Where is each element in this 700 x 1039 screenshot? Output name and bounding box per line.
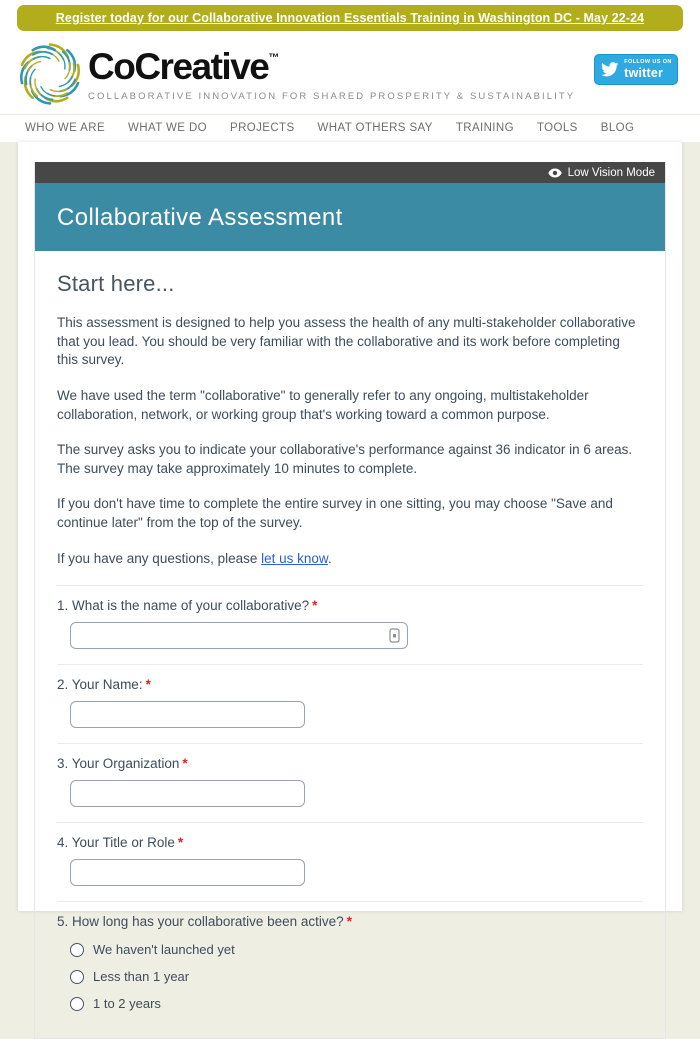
question-4-number: 4. [57, 835, 69, 851]
question-2 [57, 665, 643, 743]
your-organization-input[interactable] [70, 780, 305, 807]
question-3-number: 3. [57, 756, 69, 772]
contact-suffix: . [327, 550, 332, 566]
radio-button[interactable] [70, 997, 84, 1011]
twitter-follow-button[interactable] [594, 54, 678, 85]
radio-button[interactable] [70, 970, 84, 984]
question-4-label: 4. Your Title or Role * [57, 835, 184, 851]
nav-item-projects[interactable]: PROJECTS [230, 122, 295, 134]
eye-icon [548, 168, 562, 178]
radio-option-1-to-2-years[interactable]: 1 to 2 years [70, 996, 643, 1011]
required-asterisk: * [312, 598, 318, 614]
content-card [18, 142, 682, 1012]
required-asterisk: * [346, 914, 352, 930]
your-title-or-role-input[interactable] [70, 859, 305, 886]
question-3-label: 3. Your Organization * [57, 756, 188, 772]
question-3 [57, 744, 643, 822]
nav-item-training[interactable]: TRAINING [455, 122, 514, 134]
contact-paragraph [57, 550, 643, 569]
promo-banner[interactable] [17, 5, 683, 31]
brand-tagline: COLLABORATIVE INNOVATION FOR SHARED PROSPERITY & SUSTAINABILITY [88, 91, 576, 102]
radio-option-less-than-1-year[interactable]: Less than 1 year [70, 969, 643, 984]
required-asterisk: * [182, 756, 188, 772]
question-1 [57, 586, 643, 664]
trademark-symbol: ™ [268, 52, 280, 64]
question-5-label: 5. How long has your collaborative been active? * [57, 914, 352, 930]
brand-text-block [88, 42, 575, 102]
brand-logo-link[interactable] [18, 42, 576, 106]
radio-button[interactable] [70, 943, 84, 957]
intro-heading: Start here... [57, 271, 175, 296]
question-5 [57, 902, 643, 1038]
nav-item-who-we-are[interactable]: WHO WE ARE [25, 122, 106, 134]
low-vision-mode-label: Low Vision Mode [567, 166, 655, 179]
contact-prefix: If you have any questions, please [57, 550, 262, 566]
question-2-label: 2. Your Name: * [57, 677, 151, 693]
twitter-follow-label: FOLLOW US ON [624, 59, 672, 65]
survey-body [35, 251, 665, 1038]
main-nav [0, 114, 700, 142]
promo-banner-link[interactable]: Register today for our Collaborative Innovation Essentials Training in Washington DC - May 22-24 [55, 11, 645, 25]
required-asterisk: * [145, 677, 151, 693]
twitter-wordmark: twitter [624, 65, 664, 80]
intro-paragraph-3: The survey asks you to indicate your collaborative's performance against 36 indicator in 6 areas. The survey may take approximately 10 minutes to complete. [57, 442, 633, 476]
question-5-options [70, 942, 643, 1011]
your-name-input[interactable] [70, 701, 305, 728]
cocreative-swirl-logo-icon [18, 42, 82, 106]
nav-item-blog[interactable]: BLOG [600, 122, 635, 134]
required-asterisk: * [177, 835, 184, 851]
let-us-know-link[interactable]: let us know [261, 550, 328, 566]
collaborative-name-input[interactable] [70, 622, 408, 649]
question-2-number: 2. [57, 677, 69, 693]
nav-item-what-we-do[interactable]: WHAT WE DO [128, 122, 207, 134]
low-vision-mode-bar[interactable] [35, 162, 665, 183]
survey-title: Collaborative Assessment [57, 204, 343, 231]
intro-paragraph-4: If you don't have time to complete the entire survey in one sitting, you may choose "Save and continue later" from the top of the survey. [57, 496, 613, 530]
radio-option-not-launched[interactable]: We haven't launched yet [70, 942, 643, 957]
brand-name: CoCreative™ [88, 46, 280, 87]
site-header [0, 0, 700, 142]
logo-row [0, 40, 700, 114]
survey-title-bar [35, 183, 665, 251]
intro-paragraph-1: This assessment is designed to help you assess the health of any multi-stakeholder collaborative that you lead. You should be very familiar with the collaborative and its work before completing this survey. [57, 315, 636, 368]
question-5-number: 5. [57, 914, 69, 930]
page-background [0, 142, 700, 1012]
intro-paragraph-2: We have used the term "collaborative" to generally refer to any ongoing, multistakeholder collaboration, network, or working group that's working toward a common purpose. [57, 387, 589, 422]
question-1-number: 1. [57, 598, 69, 614]
question-4 [57, 823, 643, 901]
nav-item-what-others-say[interactable]: WHAT OTHERS SAY [317, 122, 433, 134]
question-1-label: 1. What is the name of your collaborative? * [57, 598, 318, 614]
survey-widget [34, 162, 666, 1039]
twitter-bird-icon [600, 62, 619, 78]
nav-item-tools[interactable]: TOOLS [536, 122, 578, 134]
